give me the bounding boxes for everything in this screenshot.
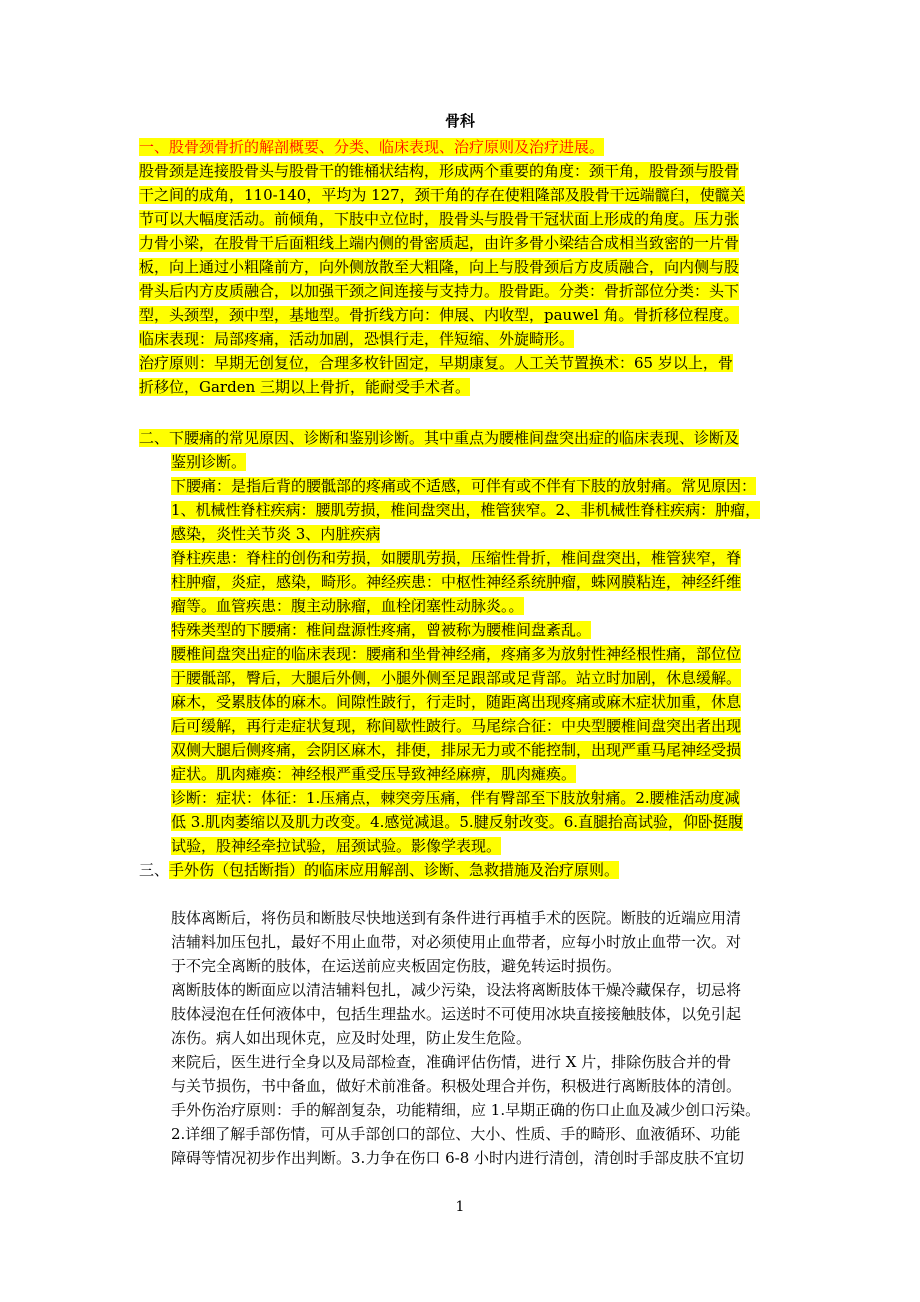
paragraph-line: 来院后，医生进行全身以及局部检查，准确评估伤情，进行 X 片，排除伤肢合并的骨 — [171, 1053, 732, 1071]
paragraph-line: 节可以大幅度活动。前倾角，下肢中立位时，股骨头与股骨干冠状面上形成的角度。压力张 — [139, 210, 740, 228]
section-2-body — [171, 474, 787, 858]
paragraph-line: 治疗原则：早期无创复位，合理多枚针固定，早期康复。人工关节置换术：65 岁以上，骨 — [139, 354, 733, 372]
paragraph-line: 手外伤治疗原则：手的解剖复杂，功能精细，应 1.早期正确的伤口止血及减少创口污染。 — [171, 1101, 761, 1119]
paragraph-line: 于不完全离断的肢体，在运送前应夹板固定伤肢，避免转运时损伤。 — [171, 957, 622, 975]
paragraph-line: 洁辅料加压包扎，最好不用止血带，对必须使用止血带者，应每小时放止血带一次。对 — [171, 933, 742, 951]
paragraph-line: 障碍等情况初步作出判断。3.力争在伤口 6-8 小时内进行清创，清创时手部皮肤不宜切 — [171, 1149, 745, 1167]
paragraph-line: 肢体浸泡在任何液体中，包括生理盐水。运送时不可使用冰块直接接触肢体，以免引起 — [171, 1005, 742, 1023]
paragraph-line: 板，向上通过小粗隆前方，向外侧放散至大粗隆，向上与股骨颈后方皮质融合，向内侧与股 — [139, 258, 740, 276]
paragraph-line: 瘤等。血管疾患：腹主动脉瘤，血栓闭塞性动脉炎。。 — [171, 597, 524, 615]
paragraph-line: 肢体离断后，将伤员和断肢尽快地送到有条件进行再植手术的医院。断肢的近端应用清 — [171, 909, 742, 927]
paragraph-line: 后可缓解，再行走症状复现，称间歇性跛行。马尾综合征：中央型腰椎间盘突出者出现 — [171, 717, 742, 735]
paragraph-line: 干之间的成角，110-140，平均为 127，颈干角的存在使粗隆部及股骨干远端髋臼，使髋关 — [139, 186, 745, 204]
page-number: 1 — [455, 1199, 465, 1215]
section-1 — [139, 135, 785, 399]
paragraph-line: 低 3.肌肉萎缩以及肌力改变。4.感觉减退。5.腱反射改变。6.直腿抬高试验，仰卧挺腹 — [171, 813, 744, 831]
paragraph-line: 骨头后内方皮质融合，以加强干颈之间连接与支持力。股骨距。分类：骨折部位分类：头下 — [139, 282, 740, 300]
paragraph-line: 力骨小梁，在股骨干后面粗线上端内侧的骨密质起，由许多骨小梁结合成相当致密的一片骨 — [139, 234, 740, 252]
section-2-heading-line: 二、下腰痛的常见原因、诊断和鉴别诊断。其中重点为腰椎间盘突出症的临床表现、诊断及 — [139, 429, 740, 447]
section-3-number: 三、 — [139, 861, 170, 879]
paragraph-line: 冻伤。病人如出现休克，应及时处理，防止发生危险。 — [171, 1029, 532, 1047]
paragraph-line: 症状。肌肉瘫痪：神经根严重受压导致神经麻痹，肌肉瘫痪。 — [171, 765, 577, 783]
paragraph-line: 诊断：症状：体征：1.压痛点，棘突旁压痛，伴有臀部至下肢放射痛。2.腰椎活动度减 — [171, 789, 740, 807]
paragraph-line: 特殊类型的下腰痛：椎间盘源性疼痛，曾被称为腰椎间盘紊乱。 — [171, 621, 592, 639]
paragraph-line: 下腰痛：是指后背的腰骶部的疼痛或不适感，可伴有或不伴有下肢的放射痛。常见原因： — [171, 477, 757, 495]
paragraph-line: 于腰骶部，臀后，大腿后外侧，小腿外侧至足跟部或足背部。站立时加剧，休息缓解。 — [171, 669, 742, 687]
paragraph-line: 脊柱疾患：脊柱的创伤和劳损，如腰肌劳损，压缩性骨折，椎间盘突出，椎管狭窄，脊 — [171, 549, 742, 567]
section-3-body — [171, 906, 787, 1170]
section-3-title: 手外伤（包括断指）的临床应用解剖、诊断、急救措施及治疗原则。 — [169, 861, 620, 879]
section-3-heading — [139, 858, 785, 882]
paragraph-line: 1、机械性脊柱疾病：腰肌劳损，椎间盘突出，椎管狭窄。2、非机械性脊柱疾病：肿瘤， — [171, 501, 761, 519]
paragraph-line: 离断肢体的断面应以清洁辅料包扎，减少污染，设法将离断肢体干燥冷藏保存，切忌将 — [171, 981, 742, 999]
section-2-heading-line: 鉴别诊断。 — [171, 453, 247, 471]
paragraph-line: 试验，股神经牵拉试验，屈颈试验。影像学表现。 — [171, 837, 502, 855]
paragraph-line: 与关节损伤，书中备血，做好术前准备。积极处理合并伤，积极进行离断肢体的清创。 — [171, 1077, 742, 1095]
paragraph-line: 柱肿瘤，炎症，感染，畸形。神经疾患：中枢性神经系统肿瘤，蛛网膜粘连，神经纤维 — [171, 573, 742, 591]
paragraph-line: 感染，炎性关节炎 3、内脏疾病 — [171, 525, 381, 543]
paragraph-line: 折移位，Garden 三期以上骨折，能耐受手术者。 — [139, 378, 471, 396]
document-title: 骨科 — [444, 112, 475, 130]
paragraph-line: 临床表现：局部疼痛，活动加剧，恐惧行走，伴短缩、外旋畸形。 — [139, 330, 575, 348]
paragraph-line: 型，头颈型，颈中型，基地型。骨折线方向：伸展、内收型，pauwel 角。骨折移位程度。 — [139, 306, 739, 324]
section-1-heading: 一、股骨颈骨折的解剖概要、分类、临床表现、治疗原则及治疗进展。 — [139, 138, 605, 156]
section-2-heading — [139, 426, 785, 474]
paragraph-line: 2.详细了解手部伤情，可从手部创口的部位、大小、性质、手的畸形、血液循环、功能 — [171, 1125, 741, 1143]
paragraph-line: 双侧大腿后侧疼痛，会阴区麻木，排便，排尿无力或不能控制，出现严重马尾神经受损 — [171, 741, 742, 759]
paragraph-line: 腰椎间盘突出症的临床表现：腰痛和坐骨神经痛，疼痛多为放射性神经根性痛，部位位 — [171, 645, 742, 663]
paragraph-line: 股骨颈是连接股骨头与股骨干的锥桶状结构，形成两个重要的角度：颈干角，股骨颈与股骨 — [139, 162, 740, 180]
paragraph-line: 麻木，受累肢体的麻木。间隙性跛行，行走时，随距离出现疼痛或麻木症状加重，休息 — [171, 693, 742, 711]
